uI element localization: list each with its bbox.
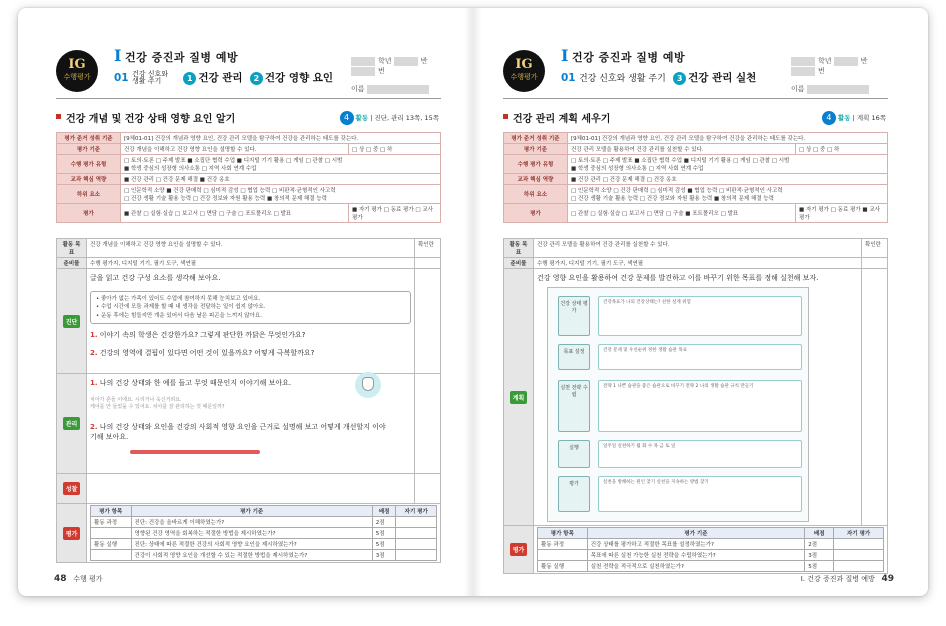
diagnosis-notes: • 좋아가 없는 가족이 있어도 수업에 참여하지 못해 눈치보고 있어요. • 수업 시간에 모둠 과제를 할 때 내 생각을 전달하는 일이 쉽지 않아요. • 운동 후에는 힘들지만 개운 있어서 다음 날은 피곤을 느끼지 않아요. bbox=[90, 291, 411, 324]
activity-table: 활동 목표 건강 관리 모델을 활용하여 건강 관리를 실천할 수 있다. 확인란 준비물 수행 평가지, 디지털 기기, 필기 도구, 색연필 계획 건강 영향 요인을 활용하여 건강 문제를 발견하고 이를 바꾸기 위한 목표를 정해 실천해 보자. 건강 상태 평가 건강목표가 나의 건강상태는? 친한 설계 위험 목표 설정 건강 문제 및 우선순위 정한 생활 습관 목표 실천 전략 수립 전략 1 나쁜 습관을 좋은 습관으로 바꾸기 전략 2 나의 생활 습관 규칙 만들기 실행 일주일 실천하기 월 화 수 목 금 토 일 평가 실천을 방해하는 원인 찾기 실천을 지속하는 방법 찾기 평가 평가 항목 평가 기준 배점 자기 평가 활동 과정 건강 상태를 평가하고 적절한 목표를 설정하였는가? 2점 목표에 따른 실천 가능한 실천 전략을 수립하였는가? 3점 활동 실행 실천 전략을 적극적으로 실천하였는가? 5점 bbox=[503, 238, 888, 574]
assessment-info-table: 평가 준거 성취 기준 [9체01-01] 건강의 개념과 영향 요인, 건강 관리 모델을 탐구하여 건강을 관리하는 태도를 갖는다. 평가 기준 건강 개념을 이해하고 건강 영향 요인을 설명할 수 있다. □ 상 □ 중 □ 하 수행 평가 유형 □ 토의·토론 □ 주제 발표 ■ 소집단 협력 수업 ■ 디지털 기기 활용 □ 게임 □ 관찰 □ 시범 ■ 학생 중심의 성장형 의사소통 □ 지역 사회 연계 수업 교과 핵심 역량 ■ 건강 관리 □ 건강 문제 해결 ■ 건강 옹호 하위 요소 □ 인문학적 소양 ■ 건강 판매력 □ 심미적 감성 □ 협업 능력 □ 비판적·균형적인 사고력 □ 건강 생활 기술 활용 능력 □ 건강 정보와 자원 활용 능력 ■ 창의적 문제 해결 능력 평가 ■ 관찰 □ 실험·실습 □ 보고서 □ 면담 □ 구술 □ 포트폴리오 □ 발표 ■ 자기 평가 □ 동료 평가 □ 교사 평가 bbox=[56, 132, 441, 223]
activity-tag: 4 활동 | 진단, 관리 13쪽, 15쪽 bbox=[340, 111, 439, 125]
plan-step-execute: 실행 bbox=[558, 440, 590, 468]
section-title: 건강 개념 및 건강 상태 영향 요인 알기 bbox=[66, 114, 236, 125]
right-page bbox=[473, 8, 928, 596]
evaluation-table: 평가 항목 평가 기준 배점 자기 평가 활동 과정 진단: 건강을 올바르게 이해하였는가? 2점 영향된 건강 영역을 회복하는 적절한 방법을 제시하였는가? 5점 활동 실행 진단: 상태에 따른 적절한 건강의 사회적 영향 요인을 제시하였는가? 5점 건강이 사회적 영향 요인을 개선할 수 있는 적절한 방법을 제시하였는가? 3점 bbox=[90, 505, 437, 561]
unit-title: I 건강 증진과 질병 예방 bbox=[114, 46, 239, 65]
stage-diagnosis: 진단 bbox=[63, 315, 81, 328]
book-spread bbox=[18, 8, 928, 596]
plan-step-evaluate: 평가 bbox=[558, 476, 590, 512]
toothbrush-illustration bbox=[130, 450, 260, 454]
unit-subtitle: 01 건강 신호와 생활 주기 1 건강 관리 2 건강 영향 요인 bbox=[114, 70, 334, 85]
unit-title: I 건강 증진과 질병 예방 bbox=[561, 46, 686, 65]
stage-evaluation: 평가 bbox=[510, 543, 528, 556]
assessment-logo: IG 수행평가 bbox=[56, 50, 98, 92]
student-info: 학년 반 번 이름 bbox=[791, 57, 868, 93]
section-header bbox=[503, 108, 888, 130]
page-footer: I. 건강 증진과 질병 예방 49 bbox=[800, 574, 894, 584]
health-plan-diagram: 건강 상태 평가 건강목표가 나의 건강상태는? 친한 설계 위험 목표 설정 건강 문제 및 우선순위 정한 생활 습관 목표 실천 전략 수립 전략 1 나쁜 습관을 좋은 습관으로 바꾸기 전략 2 나의 생활 습관 규칙 만들기 실행 일주일 실천하기 월 화 수 목 금 토 일 평가 실천을 방해하는 원인 찾기 실천을 지속하는 방법 찾기 bbox=[547, 287, 809, 522]
plan-step-strategy: 실천 전략 수립 bbox=[558, 380, 590, 432]
evaluation-table: 평가 항목 평가 기준 배점 자기 평가 활동 과정 건강 상태를 평가하고 적절한 목표를 설정하였는가? 2점 목표에 따른 실천 가능한 실천 전략을 수립하였는가? 3점 활동 실행 실천 전략을 적극적으로 실천하였는가? 5점 bbox=[537, 527, 884, 572]
activity-tag: 4 활동 | 계획 16쪽 bbox=[822, 111, 886, 125]
page-header bbox=[56, 44, 441, 100]
student-info: 학년 반 번 이름 bbox=[351, 57, 428, 93]
stage-plan: 계획 bbox=[510, 391, 528, 404]
unit-subtitle: 01 건강 신호와 생활 주기 3 건강 관리 실천 bbox=[561, 72, 757, 84]
page-footer: 48 수행 평가 bbox=[54, 574, 103, 584]
left-page bbox=[18, 8, 473, 596]
assessment-logo: IG 수행평가 bbox=[503, 50, 545, 92]
tooth-illustration bbox=[355, 372, 381, 398]
stage-management: 관리 bbox=[63, 417, 81, 430]
section-header bbox=[56, 108, 441, 130]
plan-step-goal: 목표 설정 bbox=[558, 344, 590, 370]
page-header bbox=[503, 44, 888, 100]
activity-table: 활동 목표 건강 개념을 이해하고 건강 영향 요인을 설명할 수 있다. 확인란 준비물 수행 평가지, 디지털 기기, 필기 도구, 색연필 진단 글을 읽고 건강 구성 요소를 생각해 보아요. • 좋아가 없는 가족이 있어도 수업에 참여하지 못해 눈치보고 있어요. • 수업 시간에 모둠 과제를 할 때 내 생각을 전달하는 일이 쉽지 않아요. • 운동 후에는 힘들지만 개운 있어서 다음 날은 피곤을 느끼지 않아요. 1. 이야기 속의 학생은 건강한가요? 그렇게 판단한 까닭은 무엇인가요? 2. 건강의 영역에 결핍이 있다면 어떤 것이 있을까요? 어떻게 극복할까요? 관리 1. 나의 건강 상태와 한 예를 들고 무엇 때문인지 이야기해 보아요. 치아가 흔들 이에요. 시리거나 욱신거려요. 케어를 안 들었을 수 있어요. 치아를 잘 관리하는 것 때문일까? 2. 나의 건강 상태와 요인을 건강의 사회적 영향 요인을 근거로 설명해 보고 어떻게 개선할지 이야기해 보아요. 성찰 평가 평가 항목 평가 기준 배점 자기 평가 활동 과정 진단: 건강을 올바르게 이해하였는가? 2점 영향된 건강 영역을 회복하는 적절한 방법을 제시하였는가? 5점 활동 실행 진단: 상태에 따른 적절한 건강의 사회적 영향 요인을 제시하였는가? 5점 건강이 사회적 영향 요인을 개선할 수 있는 적절한 방법을 제시하였는가? 3점 bbox=[56, 238, 441, 563]
section-title: 건강 관리 계획 세우기 bbox=[513, 114, 611, 125]
stage-evaluation: 평가 bbox=[63, 527, 81, 540]
plan-step-assessment: 건강 상태 평가 bbox=[558, 296, 590, 336]
assessment-info-table: 평가 준거 성취 기준 [9체01-01] 건강의 개념과 영향 요인, 건강 관리 모델을 탐구하여 건강을 관리하는 태도를 갖는다. 평가 기준 건강 관리 모델을 활용하여 건강 관리를 실천할 수 있다. □ 상 □ 중 □ 하 수행 평가 유형 □ 토의·토론 □ 주제 발표 ■ 소집단 협력 수업 ■ 디지털 기기 활용 □ 게임 □ 관찰 □ 시범 ■ 학생 중심의 성장형 의사소통 □ 지역 사회 연계 수업 교과 핵심 역량 ■ 건강 관리 □ 건강 문제 해결 □ 건강 옹호 하위 요소 □ 인문학적 소양 □ 건강 판매력 □ 심미적 감성 ■ 협업 능력 □ 비판적·균형적인 사고력 □ 건강 생활 기술 활용 능력 □ 건강 정보와 자원 활용 능력 ■ 창의적 문제 해결 능력 평가 □ 관찰 □ 실험·실습 □ 보고서 □ 면담 □ 구술 ■ 포트폴리오 □ 발표 ■ 자기 평가 □ 동료 평가 ■ 교사 평가 bbox=[503, 132, 888, 223]
stage-reflection: 성찰 bbox=[63, 482, 81, 495]
